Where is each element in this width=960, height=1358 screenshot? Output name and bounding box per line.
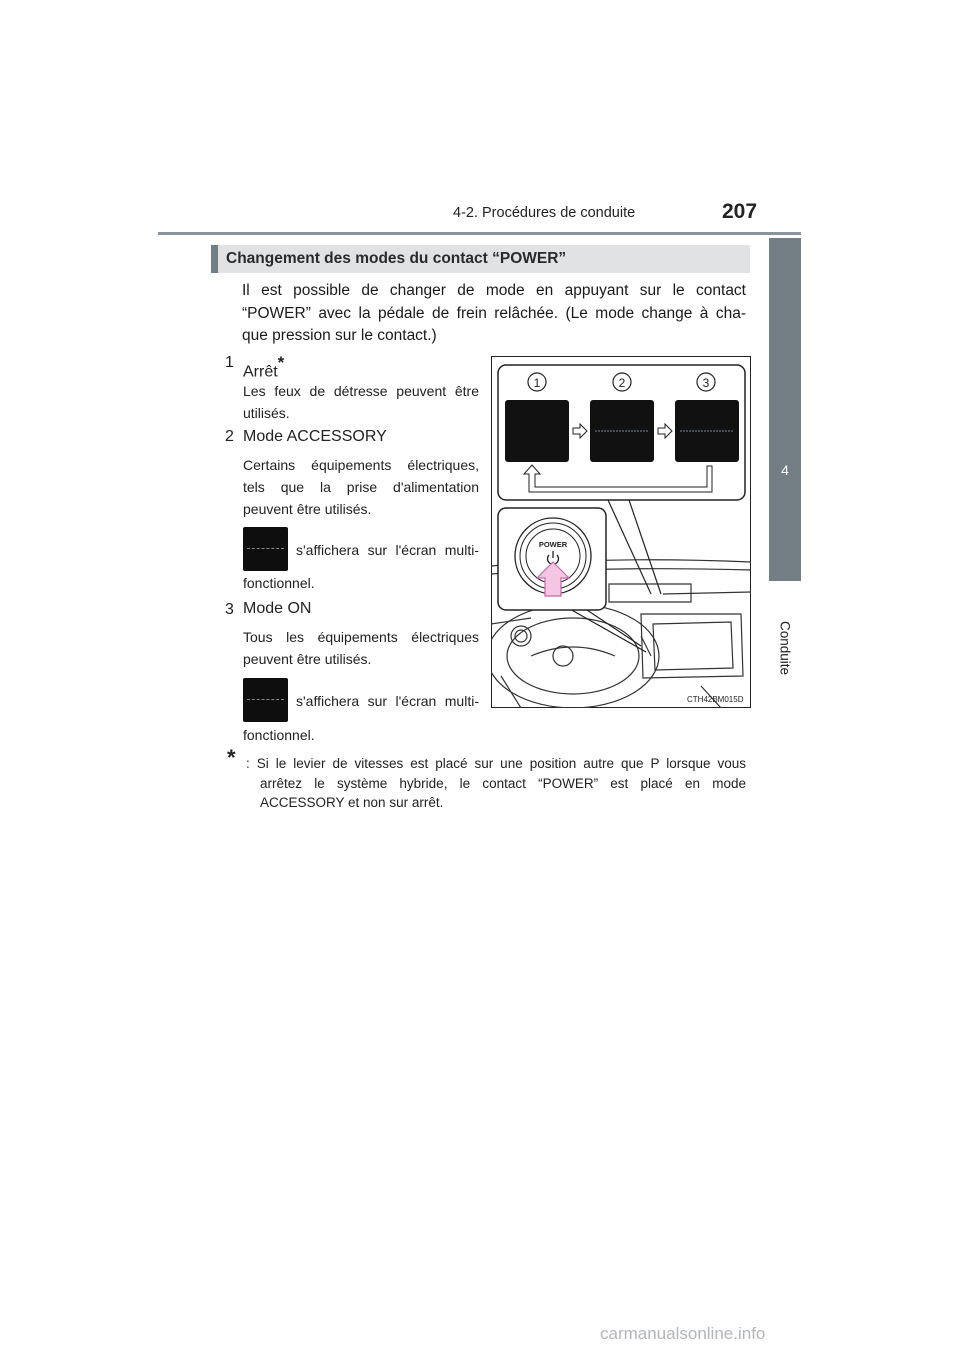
body-line: peuvent être utilisés. [243,501,372,517]
footnote-line: arrêtez le système hybride, le contact “POWER” est placé en mode [260,775,746,791]
power-button-label: POWER [538,540,568,549]
item-2-display-text-end: fonctionnel. [243,575,315,591]
item-1-body [243,380,479,424]
body-line: Les feux de détresse peuvent être [243,383,479,399]
intro-line: “POWER” avec la pédale de frein relâchée. (Le mode change à cha- [242,304,746,322]
display-thumbnail [243,678,288,722]
item-3-title: Mode ON [243,600,312,617]
asterisk-mark: * [277,353,285,372]
item-2-title: Mode ACCESSORY [243,428,387,445]
body-line: Tous les équipements électriques [243,629,479,645]
item-3-number: 3 [225,601,234,618]
mode-label-1: 1 [533,376,541,390]
section-heading [211,245,750,273]
watermark: carmanualsonline.info [600,1324,766,1343]
section-heading-bar [211,245,218,273]
item-2-number: 2 [225,428,234,445]
mode-label-2: 2 [618,376,626,390]
item-3-display-text: s'affichera sur l'écran multi- [296,693,479,709]
page-number: 207 [722,200,758,223]
chapter-number: 4 [781,462,789,478]
section-heading-text: Changement des modes du contact “POWER” [226,250,567,267]
chapter-label: Conduite [777,620,793,676]
body-line: utilisés. [243,405,290,421]
item-2-body [243,454,479,520]
item-1-title: Arrêt* [243,353,285,381]
chapter-tab [769,238,801,581]
item-3-body [243,626,479,670]
display-thumbnail [243,527,288,571]
power-switch-illustration [491,356,751,708]
screen-off [505,400,569,462]
item-3-display-text-end: fonctionnel. [243,727,315,743]
intro-line: Il est possible de changer de mode en appuyant sur le contact [242,282,746,299]
header-rule [158,232,801,235]
body-line: Certains équipements électriques, [243,457,479,473]
running-header-section: 4-2. Procédures de conduite [453,205,636,221]
footnote-mark: * [227,745,236,770]
body-line: peuvent être utilisés. [243,651,372,667]
intro-paragraph [242,280,746,348]
item-1-number: 1 [225,354,234,371]
intro-line: que pression sur le contact.) [242,327,437,344]
footnote-line: : Si le levier de vitesses est placé sur une position autre que P lorsque vous [246,756,746,771]
footnote-line: ACCESSORY et non sur arrêt. [260,795,444,810]
figure-code: CTH42BM015D [687,695,744,704]
item-2-display-text: s'affichera sur l'écran multi- [296,542,479,558]
mode-label-3: 3 [702,376,710,390]
body-line: tels que la prise d'alimentation [243,479,479,495]
